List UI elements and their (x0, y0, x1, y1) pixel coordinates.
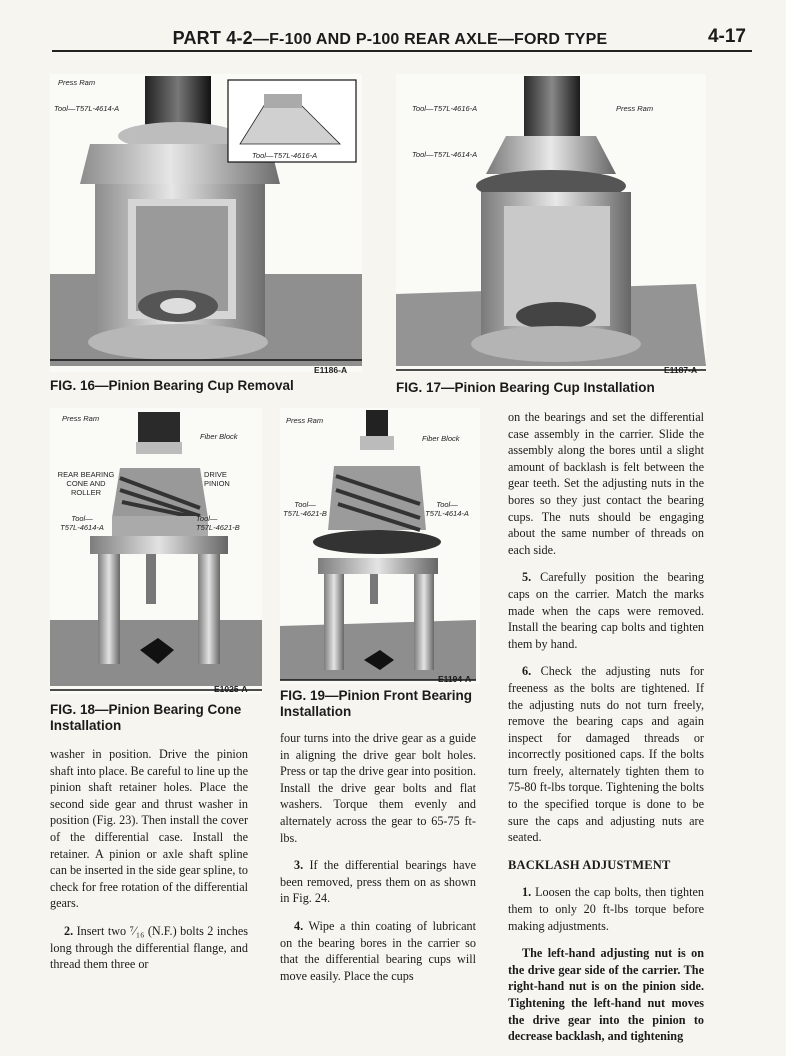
fig19-label-tool-1: Tool— T57L-4621-B (283, 500, 327, 518)
fig18-label-tool-2: Tool— T57L-4621-B (196, 514, 240, 532)
text-column-3 (508, 409, 704, 1056)
section-heading: BACKLASH ADJUSTMENT (508, 857, 671, 872)
part-number: PART 4-2 (172, 28, 253, 48)
step-text: Insert two ⁷⁄₁₆ (N.F.) bolts 2 inches long through the differential flange, and thread them three or (50, 923, 248, 972)
fig18-code: E1025-A (214, 684, 248, 694)
figure-16-photo (50, 74, 362, 372)
fig19-label-tool-2: Tool— T57L-4614-A (425, 500, 469, 518)
paragraph-step-1 (508, 884, 704, 934)
fig16-label-tool-1: Tool—T57L-4614-A (54, 104, 120, 113)
step-number: 5. (522, 570, 532, 585)
paragraph-step-2 (50, 923, 248, 973)
fig19-label-fiber-block: Fiber Block (422, 434, 460, 443)
fig16-label-press-ram: Press Ram (58, 78, 96, 87)
header-rule (52, 50, 752, 52)
step-number: 3. (294, 858, 304, 873)
fig18-label-tool-1: Tool— T57L-4614-A (60, 514, 104, 532)
fig17-caption: FIG. 17—Pinion Bearing Cup Installation (396, 380, 655, 395)
paragraph-step-6 (508, 663, 704, 846)
step-number: 6. (522, 664, 532, 679)
fig19-label-press-ram: Press Ram (286, 416, 324, 425)
paragraph-step-5 (508, 569, 704, 652)
header-title: —F-100 AND P-100 REAR AXLE—FORD TYPE (252, 31, 608, 48)
paragraph-step-3 (280, 857, 476, 907)
fig18-label-rear-bearing: REAR BEARING CONE AND ROLLER (57, 470, 115, 497)
step-text: Wipe a thin coating of lubricant on the bearing bores in the carrier so that the differential bearing cups will move easily. Place the cups (280, 918, 476, 983)
step-number: 4. (294, 918, 304, 933)
figure-19-photo (280, 408, 480, 684)
fig17-label-tool-2: Tool—T57L-4614-A (412, 150, 478, 159)
text-column-2 (280, 730, 476, 995)
text-column-1 (50, 746, 248, 984)
paragraph: on the bearings and set the differential case assembly in the carrier. Slide the assembly along the bores until a slight amount of backlash is felt between the gear teeth. Set the adjusting nuts in the bores so they just contact the bearing cups. The nuts should be engaging about the same number of threads on each side. (508, 410, 704, 557)
fig16-caption: FIG. 16—Pinion Bearing Cup Removal (50, 378, 294, 393)
step-number: 2. (64, 923, 74, 938)
paragraph: four turns into the drive gear as a guide in aligning the drive gear bolt holes. Press or tap the drive gear into position. Install the drive gear bolts and flat washers. Torque them evenly and alternately across the gear to 65-75 ft-lbs. (280, 731, 476, 845)
fig18-caption: FIG. 18—Pinion Bearing Cone Installation (50, 702, 242, 733)
fig18-label-press-ram: Press Ram (62, 414, 100, 423)
fig18-label-fiber-block: Fiber Block (200, 432, 238, 441)
step-text: Check the adjusting nuts for freeness as the bolts are tightened. If the adjusting nuts do not turn freely, remove the bearing caps and again inspect for damaged threads or incorrectly positioned caps. If the bolts turn freely, alternately tighten them to 75-80 ft-lbs torque. Tightening the bolts to the specified torque is done to be sure the caps and adjusting nuts are seated. (508, 664, 704, 845)
step-text: Loosen the cap bolts, then tighten them to only 20 ft-lbs torque before making adjustments. (508, 885, 704, 933)
figure-17-photo (396, 74, 706, 372)
fig19-caption: FIG. 19—Pinion Front Bearing Installation (280, 688, 473, 719)
fig17-label-tool-1: Tool—T57L-4616-A (412, 104, 478, 113)
fig17-label-press-ram: Press Ram (616, 104, 654, 113)
page-number: 4-17 (707, 26, 746, 47)
paragraph: washer in position. Drive the pinion shaft into place. Be careful to line up the pinion shaft retainer holes. Place the second side gear and thrust washer in position (Fig. 23). Then install the cover of the differential case. Install the retainer. A pinion or axle shaft spline can be inserted in the side gear spline, to check for free rotation of the differential gears. (50, 747, 248, 911)
paragraph-bold-note: The left-hand adjusting nut is on the drive gear side of the carrier. The right-hand nut is on the pinion side. Tightening the left-hand nut moves the drive gear into the pinion to decrease backlash, and tightening (508, 946, 704, 1044)
figure-18-photo (50, 408, 262, 694)
fig18-label-drive-pinion: DRIVE PINION (204, 470, 230, 488)
fig16-code: E1186-A (314, 365, 348, 375)
step-text: Carefully position the bearing caps on the carrier. Match the marks made when the caps were removed. Install the bearing cap bolts and tighten them by hand. (508, 570, 704, 651)
fig16-label-tool-2: Tool—T57L-4616-A (252, 151, 318, 160)
fig17-code: E1187-A (664, 365, 698, 375)
paragraph-step-4 (280, 918, 476, 984)
step-text: If the differential bearings have been removed, press them on as shown in Fig. 24. (280, 858, 476, 906)
step-number: 1. (522, 885, 532, 900)
running-header (150, 28, 630, 49)
fig19-code: E1194-A (438, 674, 472, 684)
